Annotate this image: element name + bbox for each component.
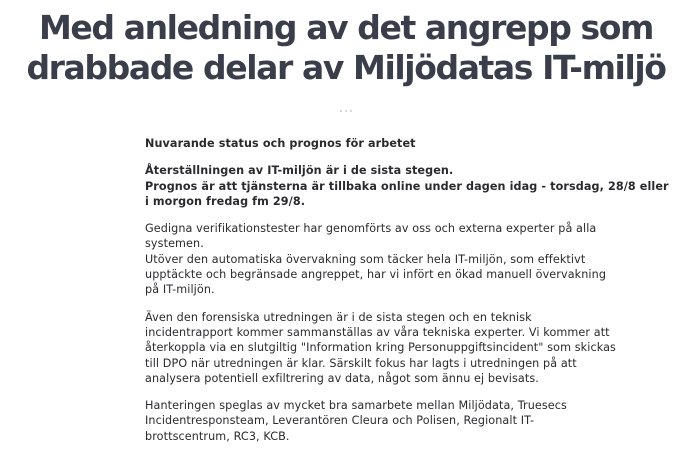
section-heading <box>145 136 565 151</box>
section-heading-text: Nuvarande status och prognos för arbetet <box>145 137 416 150</box>
paragraph-line: analysera potentiell exfiltrering av data, något som ännu ej bevisats. <box>145 371 539 385</box>
paragraph-line: Hanteringen speglas av mycket bra samarbete mellan Miljödata, Truesecs <box>145 399 567 413</box>
paragraph-line: systemen. <box>145 237 204 251</box>
verification-paragraph <box>145 221 607 297</box>
page-title-line: drabbade delar av Miljödatas IT-miljö <box>26 48 666 87</box>
paragraph-line: Incidentresponsteam, Leverantören Cleura och Polisen, Regionalt IT- <box>145 414 535 428</box>
forensic-paragraph <box>145 310 616 386</box>
divider-dot <box>350 110 352 112</box>
collaboration-paragraph <box>145 398 565 444</box>
paragraph-line: brottscentrum, RC3, KCB. <box>145 429 290 443</box>
paragraph-line: upptäckte och begränsade angreppet, har vi infört en ökad manuell övervakning <box>145 268 607 282</box>
article-body <box>145 136 669 456</box>
status-line: Prognos är att tjänsterna är tillbaka online under dagen idag - torsdag, 28/8 eller <box>145 179 669 193</box>
paragraph-line: incidentrapport kommer sammanställas av våra tekniska experter. Vi kommer att <box>145 325 610 339</box>
paragraph-line: till DPO när utredningen är klar. Särskilt fokus har lagts i utredningen på att <box>145 356 577 370</box>
divider-dot <box>340 110 342 112</box>
page-title-line: Med anledning av det angrepp som <box>38 8 654 47</box>
paragraph-line: Gedigna verifikationstester har genomförts av oss och externa experter på alla <box>145 222 597 236</box>
page-title <box>0 0 692 88</box>
status-line: Återställningen av IT-miljön är i de sista stegen. <box>145 164 454 178</box>
paragraph-line: återkoppla via en slutgiltig "Information kring Personuppgiftsincident" som skickas <box>145 341 616 355</box>
divider-dot <box>345 110 347 112</box>
title-divider <box>0 109 692 113</box>
paragraph-line: Utöver den automatiska övervakning som täcker hela IT-miljön, som effektivt <box>145 252 586 266</box>
status-paragraph <box>145 163 669 209</box>
paragraph-line: Även den forensiska utredningen är i de sista stegen och en teknisk <box>145 310 532 324</box>
paragraph-line: på IT-miljön. <box>145 283 215 297</box>
status-line: i morgon fredag fm 29/8. <box>145 194 306 208</box>
